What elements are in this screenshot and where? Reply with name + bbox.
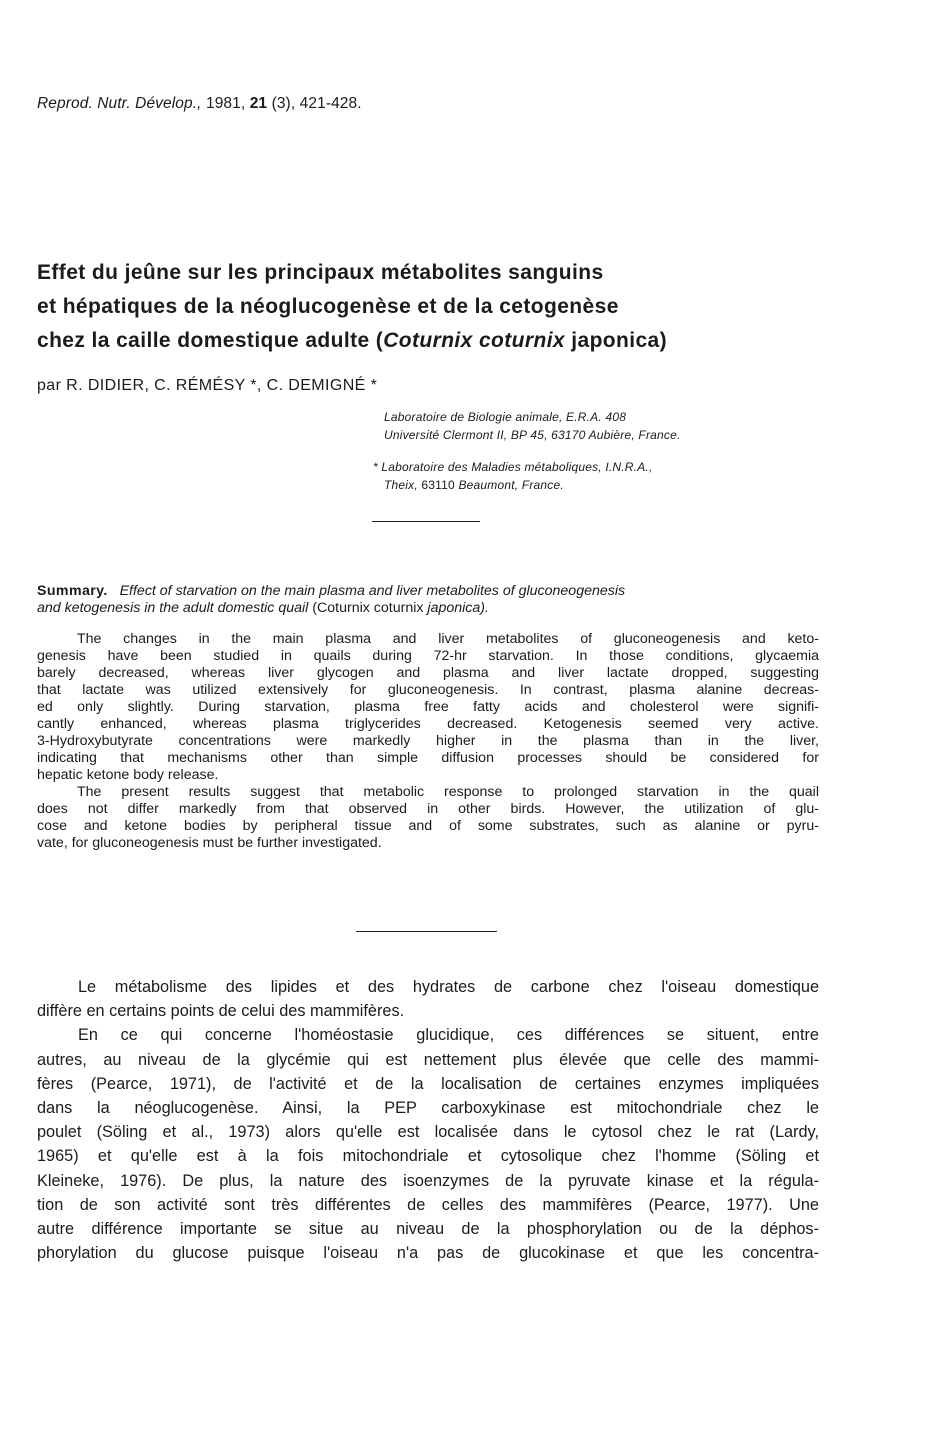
- title-species: Coturnix coturnix: [383, 329, 566, 352]
- summary-p1-line: hepatic ketone body release.: [37, 767, 219, 783]
- summary-gap: [37, 617, 819, 631]
- summary-species-tail: japonica).: [427, 600, 489, 616]
- body-p2-line: dans la néoglucogenèse. Ainsi, la PEP carboxykinase est mitochondriale chez le: [37, 1099, 819, 1118]
- summary-separator-rule: [356, 931, 497, 932]
- summary-title-line-2: [37, 600, 819, 617]
- affiliation-2: [373, 458, 652, 494]
- separator-rule: [372, 521, 480, 522]
- summary-title-2: and ketogenesis in the adult domestic quail: [37, 600, 309, 616]
- citation-pages: 421-428.: [299, 95, 362, 112]
- summary-p1-line: indicating that mechanisms other than simple diffusion processes should be considered for: [37, 750, 819, 766]
- summary-p2-line: The present results suggest that metabolic response to prolonged starvation in the quail: [77, 784, 819, 800]
- affiliation-1: [384, 408, 681, 444]
- affiliation-2-city: Theix,: [384, 478, 418, 492]
- affiliation-2-line-2: [373, 476, 652, 494]
- summary-p2-line: does not differ markedly from that observed in other birds. However, the utilization of glu-: [37, 801, 819, 817]
- summary-p2-line: vate, for gluconeogenesis must be further investigated.: [37, 835, 382, 851]
- journal-name: Reprod. Nutr. Dévelop.,: [37, 95, 202, 112]
- body-p2-line: En ce qui concerne l'homéostasie glucidique, ces différences se situent, entre: [78, 1026, 819, 1045]
- summary-p1-line: barely decreased, whereas liver glycogen and plasma and liver lactate dropped, suggesting: [37, 665, 819, 681]
- body-p2-line: poulet (Söling et al., 1973) alors qu'elle est localisée dans le cytosol chez le rat (Lardy,: [37, 1123, 819, 1142]
- title-line-3-suffix: japonica): [565, 329, 668, 352]
- body-p2-line: tion de son activité sont très différentes de celles des mammifères (Pearce, 1977). Une: [37, 1195, 819, 1214]
- affiliation-2-town: Beaumont, France.: [458, 478, 564, 492]
- body-p2-line: 1965) et qu'elle est à la fois mitochondriale et cytosolique chez l'homme (Söling et: [37, 1147, 819, 1166]
- affiliation-2-postcode: 63110: [417, 478, 459, 492]
- article-title: [37, 256, 837, 358]
- body-p2-line: autre différence importante se situe au niveau de la phosphorylation ou de la déphos-: [37, 1220, 819, 1239]
- summary-species: (Coturnix coturnix: [312, 600, 424, 616]
- summary-p1-line: ed only slightly. During starvation, plasma free fatty acids and cholesterol were signifi-: [37, 699, 819, 715]
- body-text: [37, 975, 819, 1265]
- summary-heading-line: [37, 583, 819, 600]
- citation-issue: (3),: [271, 95, 296, 112]
- summary-p1-line: 3-Hydroxybutyrate concentrations were markedly higher in the plasma than in the liver,: [37, 733, 819, 749]
- body-p2-line: autres, au niveau de la glycémie qui est nettement plus élevée que celle des mammi-: [37, 1050, 819, 1069]
- summary-title-1: Effect of starvation on the main plasma and liver metabolites of gluconeogenesis: [119, 583, 626, 599]
- title-line-2: et hépatiques de la néoglucogenèse et de la cetogenèse: [37, 295, 619, 318]
- body-p1-line: Le métabolisme des lipides et des hydrates de carbone chez l'oiseau domestique: [78, 978, 819, 996]
- body-p2-line: phorylation du glucose puisque l'oiseau n'a pas de glucokinase et que les concentra-: [37, 1244, 819, 1263]
- citation-volume: 21: [249, 95, 268, 112]
- summary-p1-line: that lactate was utilized extensively for gluconeogenesis. In contrast, plasma alanine decreas-: [37, 682, 819, 698]
- citation: [37, 95, 362, 113]
- summary-p1-line: genesis have been studied in quails during 72-hr starvation. In those conditions, glycaemia: [37, 648, 819, 664]
- summary-p1-line: cantly enhanced, whereas plasma triglycerides decreased. Ketogenesis seemed very active.: [37, 716, 819, 732]
- authors: par R. DIDIER, C. RÉMÉSY *, C. DEMIGNÉ *: [37, 377, 378, 394]
- affiliation-1-line-1: Laboratoire de Biologie animale, E.R.A. 408: [384, 410, 627, 424]
- title-line-3: [37, 324, 837, 358]
- summary-p1-line: The changes in the main plasma and liver metabolites of gluconeogenesis and keto-: [77, 631, 819, 647]
- title-line-1: Effet du jeûne sur les principaux métabolites sanguins: [37, 261, 604, 284]
- summary-heading: Summary.: [37, 583, 108, 599]
- affiliation-1-line-2: Université Clermont II, BP 45, 63170 Aubière, France.: [384, 428, 681, 442]
- summary: [37, 583, 819, 852]
- summary-p2-line: cose and ketone bodies by peripheral tissue and of some substrates, such as alanine or pyru-: [37, 818, 819, 834]
- body-p1-line: diffère en certains points de celui des mammifères.: [37, 1002, 405, 1021]
- affiliation-2-line-1: * Laboratoire des Maladies métaboliques, I.N.R.A.,: [373, 460, 653, 474]
- body-p2-line: Kleineke, 1976). De plus, la nature des isoenzymes de la pyruvate kinase et la régula-: [37, 1171, 819, 1190]
- title-line-3-prefix: chez la caille domestique adulte (: [37, 329, 384, 352]
- body-p2-line: fères (Pearce, 1971), de l'activité et de la localisation de certaines enzymes impliquées: [37, 1074, 819, 1093]
- citation-year: 1981,: [205, 95, 246, 112]
